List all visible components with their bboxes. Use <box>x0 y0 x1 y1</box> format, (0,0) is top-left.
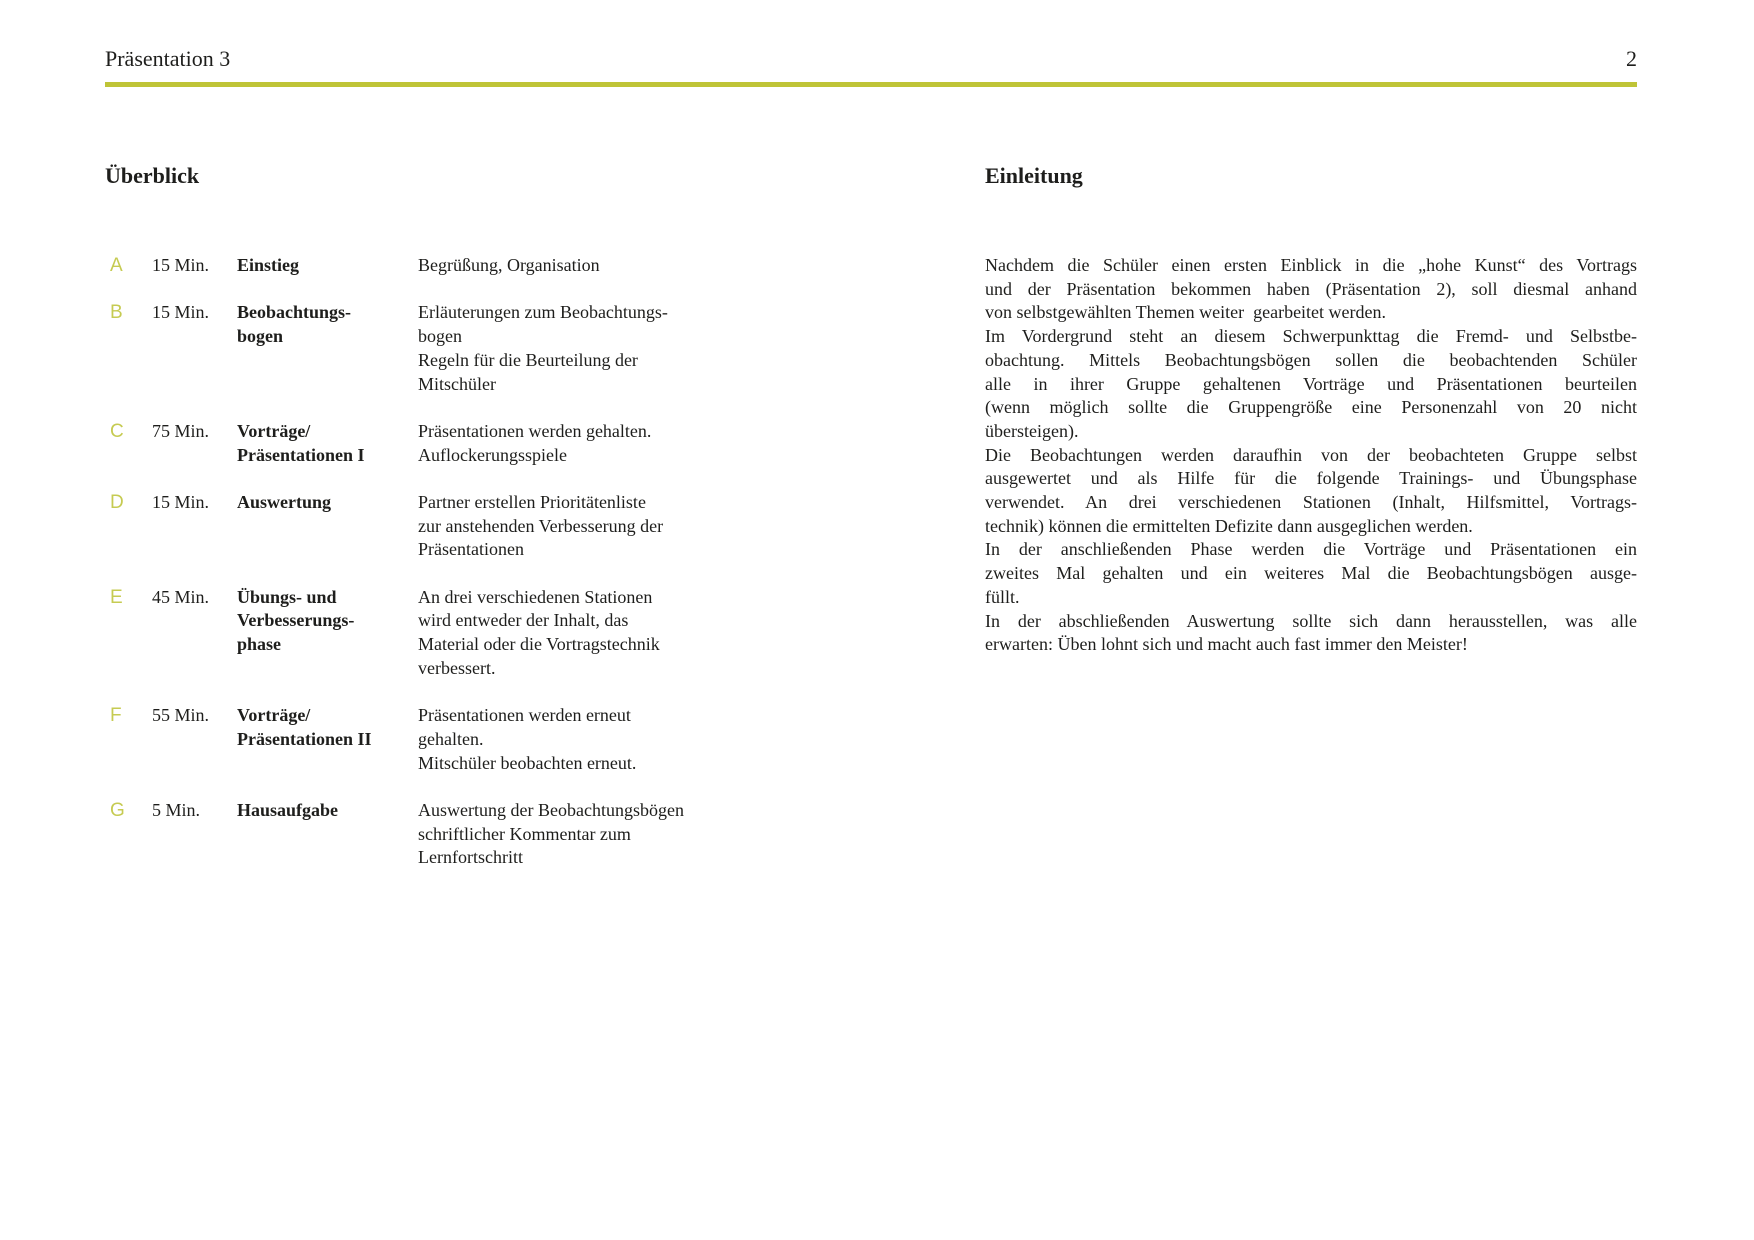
phase-description-line: Präsentationen werden erneut <box>418 705 631 726</box>
phase-letter: F <box>110 705 122 727</box>
phase-name-line: Vorträge/ <box>237 705 311 726</box>
phase-description <box>418 301 765 396</box>
introduction-section <box>985 164 1637 657</box>
overview-row <box>105 586 765 681</box>
phase-description-line: zur anstehenden Verbesserung der <box>418 515 664 536</box>
overview-section <box>105 164 765 894</box>
phase-name-line: Einstieg <box>237 255 300 275</box>
introduction-paragraph <box>985 610 1637 657</box>
introduction-line: füllt. <box>985 586 1020 607</box>
phase-name <box>237 254 418 278</box>
overview-row <box>105 301 765 396</box>
page-number: 2 <box>1626 46 1637 71</box>
introduction-paragraph <box>985 254 1637 325</box>
phase-name-line: Verbesserungs- <box>237 610 355 631</box>
phase-description <box>418 704 765 775</box>
phase-name <box>237 491 418 515</box>
phase-description-line: Mitschüler <box>418 373 496 394</box>
introduction-line: von selbstgewählten Themen weiter gearbeitet werden. <box>985 302 1387 323</box>
phase-name <box>237 420 418 467</box>
phase-description <box>418 799 765 870</box>
overview-row <box>105 420 765 467</box>
introduction-line: technik) können die ermittelten Defizite dann ausgeglichen werden. <box>985 515 1473 536</box>
phase-letter: G <box>110 800 125 822</box>
phase-description-line: schriftlicher Kommentar zum <box>418 823 631 844</box>
introduction-paragraphs <box>985 254 1637 657</box>
phase-letter: D <box>110 491 124 513</box>
phase-description-line: Lernfortschritt <box>418 847 523 868</box>
phase-name-line: Beobachtungs- <box>237 302 352 323</box>
introduction-line: In der anschließenden Phase werden die Vorträge und Präsentationen ein <box>985 539 1637 560</box>
introduction-line: verwendet. An drei verschiedenen Stationen (Inhalt, Hilfsmittel, Vortrags- <box>985 492 1637 513</box>
phase-name-line: Übungs- und <box>237 586 337 607</box>
introduction-line: erwarten: Üben lohnt sich und macht auch fast immer den Meister! <box>985 634 1468 655</box>
overview-heading: Überblick <box>105 163 200 188</box>
overview-row <box>105 799 765 870</box>
phase-letter: A <box>110 255 123 276</box>
phase-duration: 5 Min. <box>152 800 201 821</box>
phase-description-line: Material oder die Vortragstechnik <box>418 634 660 655</box>
phase-name-line: phase <box>237 634 282 655</box>
introduction-line: ausgewertet und als Hilfe für die folgende Trainings- und Übungsphase <box>985 468 1637 489</box>
phase-description-line: Erläuterungen zum Beobachtungs- <box>418 302 668 323</box>
phase-name-line: Vorträge/ <box>237 420 311 441</box>
introduction-line: (wenn möglich sollte die Gruppengröße eine Personenzahl von 20 nicht <box>985 397 1637 418</box>
phase-description-line: Begrüßung, Organisation <box>418 255 600 275</box>
phase-name-line: Präsentationen I <box>237 444 365 465</box>
introduction-line: Im Vordergrund steht an diesem Schwerpunkttag die Fremd- und Selbstbe- <box>985 326 1637 347</box>
overview-table <box>105 254 765 870</box>
phase-description <box>418 586 765 681</box>
phase-description-line: bogen <box>418 326 462 347</box>
phase-duration: 45 Min. <box>152 586 210 607</box>
header-rule <box>105 82 1637 87</box>
introduction-line: obachtung. Mittels Beobachtungsbögen sollen die beobachtenden Schüler <box>985 349 1637 370</box>
phase-name-line: Auswertung <box>237 491 332 512</box>
phase-letter: B <box>110 302 123 324</box>
phase-description-line: Auswertung der Beobachtungsbögen <box>418 800 684 821</box>
phase-description <box>418 491 765 562</box>
introduction-paragraph <box>985 444 1637 539</box>
phase-name-line: Präsentationen II <box>237 728 372 749</box>
introduction-line: und der Präsentation bekommen haben (Präsentation 2), soll diesmal anhand <box>985 278 1637 299</box>
overview-row <box>105 254 765 278</box>
phase-description <box>418 420 765 467</box>
introduction-line: Nachdem die Schüler einen ersten Einblick in die „hohe Kunst“ des Vortrags <box>985 255 1637 275</box>
phase-name <box>237 704 418 751</box>
overview-row <box>105 491 765 562</box>
phase-description-line: wird entweder der Inhalt, das <box>418 610 629 631</box>
phase-description-line: gehalten. <box>418 728 484 749</box>
introduction-line: zweites Mal gehalten und ein weiteres Mal die Beobachtungsbögen ausge- <box>985 563 1637 584</box>
phase-name <box>237 301 418 348</box>
phase-name-line: bogen <box>237 326 284 347</box>
introduction-line: In der abschließenden Auswertung sollte sich dann herausstellen, was alle <box>985 610 1637 631</box>
phase-description-line: Auflockerungsspiele <box>418 444 567 465</box>
phase-name-line: Hausaufgabe <box>237 800 339 821</box>
overview-row <box>105 704 765 775</box>
phase-description <box>418 254 765 278</box>
phase-description-line: Mitschüler beobachten erneut. <box>418 752 637 773</box>
phase-duration: 75 Min. <box>152 420 210 441</box>
phase-description-line: An drei verschiedenen Stationen <box>418 586 653 607</box>
phase-duration: 55 Min. <box>152 705 210 726</box>
phase-description-line: Partner erstellen Prioritätenliste <box>418 491 646 512</box>
introduction-line: alle in ihrer Gruppe gehaltenen Vorträge und Präsentationen beurteilen <box>985 373 1637 394</box>
page-title: Präsentation 3 <box>105 46 231 71</box>
introduction-paragraph <box>985 538 1637 609</box>
phase-description-line: verbessert. <box>418 657 496 678</box>
phase-description-line: Regeln für die Beurteilung der <box>418 349 638 370</box>
phase-name <box>237 586 418 657</box>
introduction-line: Die Beobachtungen werden daraufhin von der beobachteten Gruppe selbst <box>985 444 1637 465</box>
phase-letter: E <box>110 586 123 608</box>
phase-duration: 15 Min. <box>152 491 210 512</box>
introduction-heading: Einleitung <box>985 163 1083 188</box>
introduction-paragraph <box>985 325 1637 444</box>
phase-letter: C <box>110 420 124 442</box>
phase-description-line: Präsentationen werden gehalten. <box>418 420 652 441</box>
phase-duration: 15 Min. <box>152 255 210 275</box>
phase-duration: 15 Min. <box>152 302 210 323</box>
phase-name <box>237 799 418 823</box>
phase-description-line: Präsentationen <box>418 539 524 560</box>
page-header <box>105 46 1637 72</box>
introduction-line: übersteigen). <box>985 420 1079 441</box>
